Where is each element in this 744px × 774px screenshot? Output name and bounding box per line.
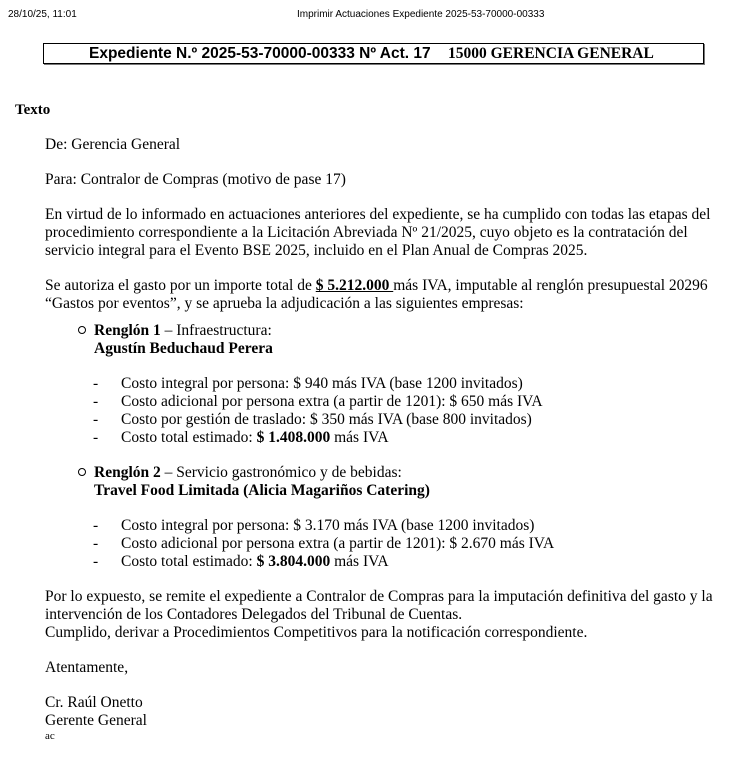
dash-bullet-icon: -: [93, 411, 99, 428]
dash-bullet-icon: -: [93, 429, 99, 446]
cost-total: [45, 429, 735, 447]
dash-bullet-icon: -: [93, 553, 99, 570]
memo-from: De: Gerencia General: [45, 136, 181, 153]
circle-bullet-icon: [78, 326, 86, 334]
renglon-1: [45, 322, 735, 358]
cost-text: Costo total estimado:: [121, 429, 257, 446]
signer-title: Gerente General: [45, 712, 147, 729]
cost-text: más IVA: [330, 553, 389, 570]
cost-item: [45, 517, 735, 535]
cost-item: [45, 393, 735, 411]
signer-initials: ac: [45, 730, 55, 742]
closing-instruction: Cumplido, derivar a Procedimientos Competitivos para la notificación correspondiente.: [45, 624, 588, 641]
dash-bullet-icon: -: [93, 393, 99, 410]
office-name: 15000 GERENCIA GENERAL: [448, 45, 654, 62]
renglon-2: [45, 464, 735, 500]
print-title: Imprimir Actuaciones Expediente 2025-53-70000-00333: [297, 9, 545, 20]
dash-bullet-icon: -: [93, 517, 99, 534]
expediente-heading: [43, 43, 704, 64]
memo-authorization: [45, 277, 735, 313]
cost-item: [45, 375, 735, 393]
cost-item: [45, 535, 735, 553]
cost-text: Costo integral por persona: $ 940 más IVA (base 1200 invitados): [121, 375, 523, 392]
renglon-company: Travel Food Limitada (Alicia Magariños Catering): [94, 482, 430, 499]
cost-total-amount: $ 3.804.000: [256, 553, 331, 570]
section-label: Texto: [15, 102, 51, 118]
memo-to: Para: Contralor de Compras (motivo de pase 17): [45, 171, 346, 188]
auth-text-rest: más IVA, imputable al renglón presupuestal 20296 “Gastos por eventos”, y se aprueba la adjudicación a las siguientes empresas:: [45, 277, 708, 312]
renglon-1-costs: [45, 375, 735, 447]
renglon-2-costs: [45, 517, 735, 571]
cost-text: Costo total estimado:: [121, 553, 257, 570]
cost-text: Costo por gestión de traslado: $ 350 más IVA (base 800 invitados): [121, 411, 532, 428]
auth-amount: $ 5.212.000: [315, 277, 394, 294]
renglon-desc: – Infraestructura:: [160, 322, 272, 339]
cost-text: Costo integral por persona: $ 3.170 más IVA (base 1200 invitados): [121, 517, 535, 534]
print-header: [0, 9, 744, 23]
salutation: Atentamente,: [45, 659, 129, 676]
circle-bullet-icon: [78, 468, 86, 476]
expediente-number: Expediente N.º 2025-53-70000-00333 Nº Act. 17: [89, 45, 431, 62]
cost-text: Costo adicional por persona extra (a partir de 1201): $ 650 más IVA: [121, 393, 543, 410]
cost-text: más IVA: [330, 429, 389, 446]
closing-paragraph: Por lo expuesto, se remite el expediente a Contralor de Compras para la imputación definitiva del gasto y la intervención de los Contadores Delegados del Tribunal de Cuentas.: [45, 588, 713, 623]
renglon-desc: – Servicio gastronómico y de bebidas:: [160, 464, 402, 481]
dash-bullet-icon: -: [93, 375, 99, 392]
cost-text: Costo adicional por persona extra (a partir de 1201): $ 2.670 más IVA: [121, 535, 555, 552]
signer-name: Cr. Raúl Onetto: [45, 694, 143, 711]
renglon-label: Renglón 2: [94, 464, 161, 481]
cost-total-amount: $ 1.408.000: [256, 429, 331, 446]
renglon-company: Agustín Beduchaud Perera: [94, 340, 273, 357]
cost-item: [45, 411, 735, 429]
memo-intro: En virtud de lo informado en actuaciones anteriores del expediente, se ha cumplido con todas las etapas del procedimiento correspondiente a la Licitación Abreviada Nº 21/2025, cuyo objeto es la contratación del servicio integral para el Evento BSE 2025, incluido en el Plan Anual de Compras 2025.: [45, 206, 711, 259]
dash-bullet-icon: -: [93, 535, 99, 552]
memo-body: [45, 136, 735, 743]
cost-total: [45, 553, 735, 571]
print-datetime: 28/10/25, 11:01: [8, 9, 77, 20]
renglon-label: Renglón 1: [94, 322, 161, 339]
auth-text: Se autoriza el gasto por un importe total de: [45, 277, 316, 294]
